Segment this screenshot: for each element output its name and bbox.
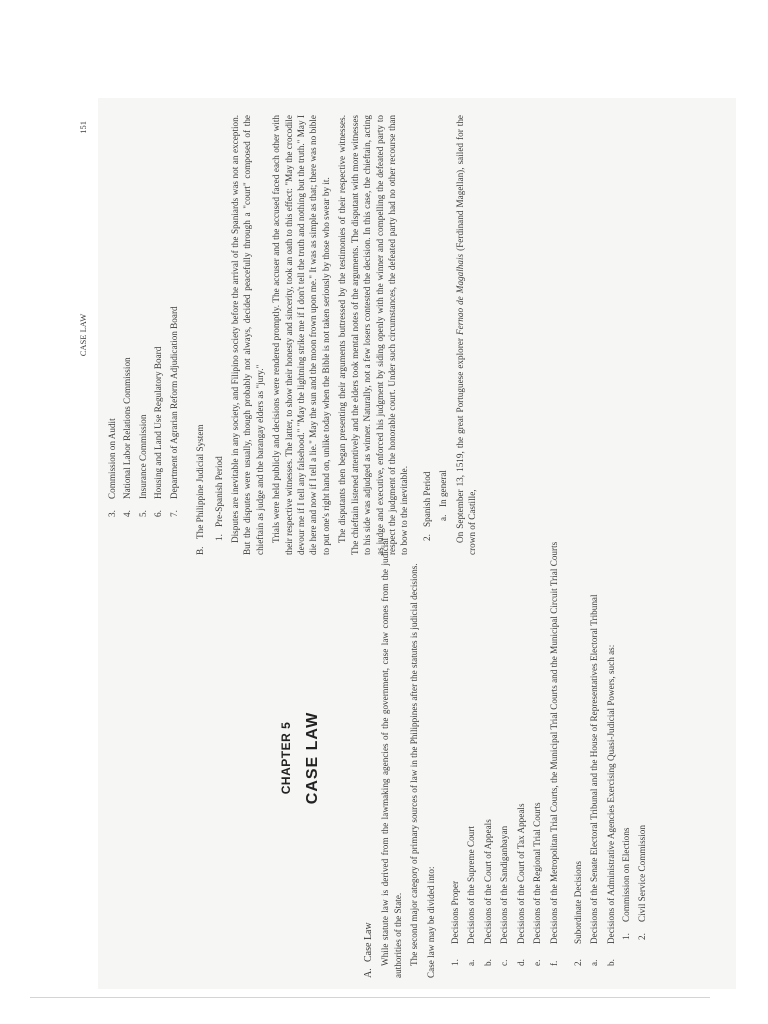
list-marker: 5. — [137, 510, 148, 517]
paragraph: While statute law is derived from the lawmaking agencies of the government, case law comes from the judicial authorities of the State. — [380, 538, 403, 978]
period-label: Pre-Spanish Period — [213, 456, 224, 527]
section-b-heading — [194, 115, 206, 555]
section-b-marker: B. — [195, 546, 206, 555]
paragraph: The second major category of primary sources of law in the Philippines after the statutes is judicial decisions. — [409, 563, 420, 966]
list-marker: f. — [548, 960, 559, 966]
period-heading — [213, 115, 225, 555]
paragraph: The disputants then began presenting their arguments buttressed by the testimonies of their respective witnesses. The chieftain listened attentively and the elders took mental notes of the arguments. The disputant with more witnesses to his side was adjudged as winner. Naturally, not a few losers contested the decision. In this case, the chieftain, acting as judge and executive, enforced his judgment by siding openly with the winner and compelling the defeated party to respect the judgment of the honorable court. Under such circumstances, the defeated party had no other recourse than to bow to the inevitable. — [337, 115, 410, 555]
list-label: Decisions of the Regional Trial Courts — [532, 802, 543, 944]
list-label: Decisions of the Court of Appeals — [482, 819, 493, 944]
subheading-marker: a. — [438, 514, 449, 521]
chapter-title: CASE LAW — [304, 711, 322, 805]
list-item — [531, 538, 543, 978]
list-label: Department of Agrarian Reform Adjudication Board — [168, 306, 179, 499]
list-label: Subordinate Decisions — [572, 861, 583, 944]
list-marker: 2. — [636, 933, 647, 940]
list-marker: a. — [589, 959, 600, 966]
subheading — [437, 115, 449, 555]
list-marker: 2. — [572, 959, 583, 966]
right-page — [68, 114, 478, 555]
list-label: Civil Service Commission — [636, 825, 647, 922]
list-label: Decisions of the Court of Tax Appeals — [515, 803, 526, 944]
paragraph-lead: On September 13, 1519, the great Portuguese explorer — [454, 338, 465, 543]
list-marker: c. — [499, 959, 510, 966]
list-label: Decisions of the Metropolitan Trial Courts, the Municipal Trial Courts and the Municipal Circuit Trial Courts — [548, 541, 559, 944]
chapter-number: CHAPTER 5 — [279, 721, 293, 795]
list-marker: b. — [605, 959, 616, 966]
section-a-label: Case Law — [362, 922, 374, 962]
running-head — [78, 115, 92, 555]
period-marker: 2. — [421, 534, 432, 541]
paragraph: Case law may be divided into: — [425, 866, 436, 978]
list-label: Insurance Commission — [137, 414, 148, 499]
period-heading — [421, 115, 433, 555]
list-label: National Labor Relations Commission — [122, 357, 133, 499]
section-b-label: The Philippine Judicial System — [195, 424, 206, 539]
list-item — [588, 538, 600, 978]
list-label: Decisions of the Senate Electoral Tribunal and the House of Representatives Electoral Tribunal — [589, 594, 600, 944]
list-item — [168, 115, 180, 555]
list-item — [106, 115, 118, 555]
list-item — [152, 115, 164, 555]
paragraph: Disputes are inevitable in any society, and Filipino society before the arrival of the Spaniards was not an exception. But the disputes were usually, though probably not always, decided peacefully through a "court" composed of the chieftain as judge and the barangay elders as "jury." — [229, 115, 265, 555]
list-label: Decisions of Administrative Agencies Exercising Quasi-Judicial Powers, such as: — [605, 644, 616, 944]
list-label: Commission on Elections — [621, 827, 632, 922]
list-label: Housing and Land Use Regulatory Board — [153, 346, 164, 499]
list-marker: b. — [482, 959, 493, 966]
list-item — [465, 538, 477, 978]
list-item — [121, 115, 133, 555]
list-marker: 3. — [107, 510, 117, 517]
subheading-label: In general — [438, 470, 449, 507]
list-marker: d. — [515, 959, 526, 966]
period-marker: 1. — [213, 534, 224, 541]
list-item — [137, 115, 149, 555]
section-a-heading — [362, 538, 376, 978]
paragraph — [454, 115, 479, 555]
list-item — [636, 538, 648, 978]
section-a-marker: A. — [362, 968, 374, 978]
list-label: Commission on Audit — [107, 418, 117, 499]
period-label: Spanish Period — [421, 471, 432, 527]
list-item — [515, 538, 527, 978]
list-item — [548, 538, 560, 978]
left-page — [210, 538, 647, 978]
list-marker: 1. — [449, 959, 460, 966]
divider — [30, 997, 710, 998]
paragraph-tail: (Ferdinand Magellan), sailed for the crown of Castille, — [454, 114, 478, 555]
list-label: Decisions Proper — [449, 880, 460, 944]
list-marker: a. — [466, 959, 477, 966]
list-marker: 4. — [122, 510, 133, 517]
list-item — [449, 538, 461, 978]
list-marker: e. — [532, 959, 543, 966]
list-label: Decisions of the Sandiganbayan — [499, 825, 510, 944]
list-marker: 1. — [621, 933, 632, 940]
list-item — [482, 538, 494, 978]
page-number: 151 — [78, 121, 88, 134]
paragraph: Trials were held publicly and decisions were rendered promptly. The accuser and the accused faced each other with their respective witnesses. The latter, to show their honesty and sincerity, took an oath to this effect: "May the crocodile devour me if I tell any falsehood." "May the lightning strike me if I don't tell the truth and nothing but the truth." May I die here and now if I tell a lie." May the sun and the moon frown upon me." It was as simple as that; there was no bible to put one's right hand on, unlike today when the Bible is not taken seriously by those who swear by it. — [271, 115, 331, 555]
list-label: Decisions of the Supreme Court — [466, 826, 477, 944]
list-item — [620, 538, 632, 978]
running-head-title: CASE LAW — [78, 313, 88, 357]
paragraph-name: Fernao de Magalhais — [454, 253, 465, 335]
list-marker: 7. — [168, 510, 179, 517]
list-marker: 6. — [153, 510, 164, 517]
list-item — [572, 538, 584, 978]
list-item — [605, 538, 617, 978]
list-item — [498, 538, 510, 978]
